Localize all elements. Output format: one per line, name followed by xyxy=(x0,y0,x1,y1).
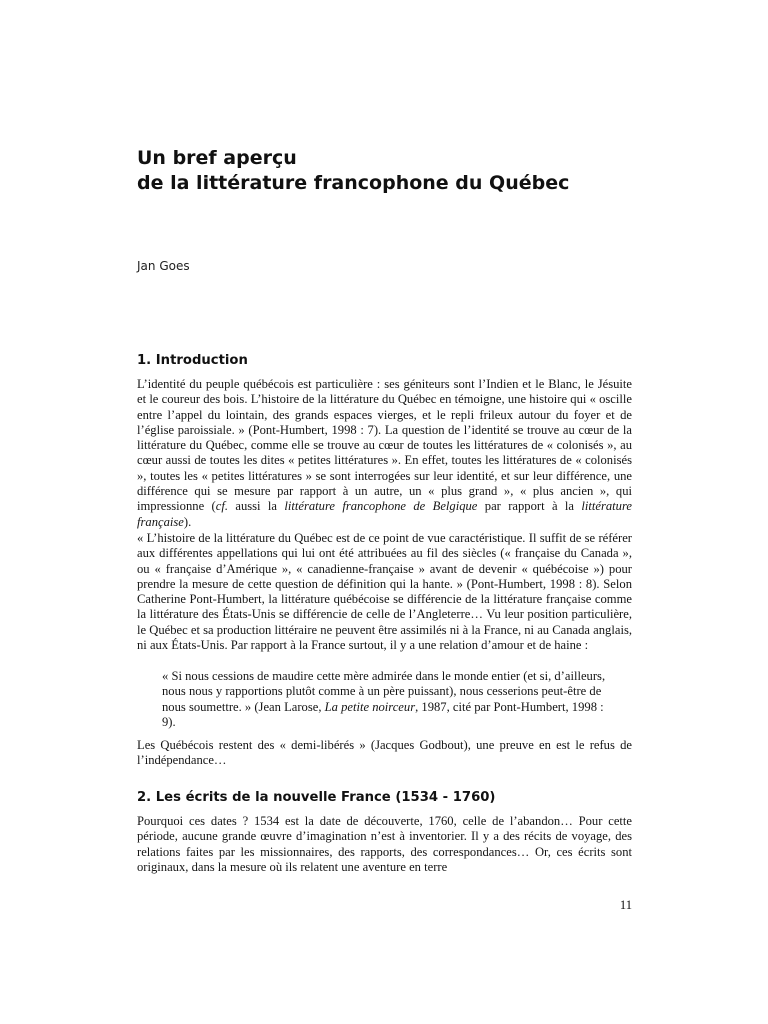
block-quote xyxy=(162,669,608,730)
intro-paragraph-1 xyxy=(137,377,632,530)
intro-p1-text-d: ). xyxy=(183,514,192,529)
intro-p1-emphasis-belgique: littérature francophone de Belgique xyxy=(284,499,478,514)
title-line-1: Un bref aperçu xyxy=(137,147,297,169)
intro-p1-text-c: par rapport à la xyxy=(477,499,582,514)
intro-paragraph-2: « L’histoire de la littérature du Québec est de ce point de vue caractéristique. Il suffit de se référer aux différentes appellations qui lui ont été attribuées au fil des siècles (« française du Canada », ou « française d’Amérique », « canadienne-française » avant de devenir « québécoise ») pour prendre la mesure de cette question de définition qui la hante. » (Pont-Humbert, 1998 : 8). Selon Catherine Pont-Humbert, la littérature québécoise se différencie de la littérature française comme la littérature des États-Unis se différencie de celle de l’Angleterre… Vu leur position particulière, le Québec et sa production littéraire ne peuvent être assimilés ni à la France, ni au Canada anglais, ni aux États-Unis. Par rapport à la France surtout, il y a une relation d’amour et de haine : xyxy=(137,531,632,653)
author-name: Jan Goes xyxy=(137,259,190,273)
intro-p1-text-b: aussi la xyxy=(227,499,285,514)
article-title xyxy=(137,146,569,196)
section-heading-nouvelle-france: 2. Les écrits de la nouvelle France (1534 - 1760) xyxy=(137,790,496,805)
page-number: 11 xyxy=(619,898,632,912)
title-line-2: de la littérature francophone du Québec xyxy=(137,172,570,194)
intro-paragraph-3: Les Québécois restent des « demi-libérés » (Jacques Godbout), une preuve en est le refus de l’indépendance… xyxy=(137,738,632,768)
intro-p1-emphasis-francaise: littérature française xyxy=(137,499,632,529)
quote-text-b: , 1987, cité par Pont-Humbert, 1998 : 9). xyxy=(162,699,604,729)
intro-p1-cf: cf. xyxy=(215,499,228,514)
intro-p1-text-a: L’identité du peuple québécois est particulière : ses géniteurs sont l’Indien et le Blanc, le Jésuite et le coureur des bois. L’histoire de la littérature du Québec en témoigne, une histoire qui « oscille entre l’appel du lointain, des grands espaces vierges, et le repli frileux autour du foyer et de l’église paroissiale. » (Pont-Humbert, 1998 : 7). La question de l’identité se trouve au cœur de la littérature du Québec, comme elle se trouve au cœur de toutes les littératures de « colonisés », au cœur aussi de toutes les dites « petites littératures ». En effet, toutes les littératures de « colonisés », toutes les « petites littératures » se sont interrogées sur leur identité, et sur leur différence, une différence qui se mesure par rapport à un autre, un « plus grand », « plus ancien », qui impressionne ( xyxy=(137,377,632,514)
quote-text-a: « Si nous cessions de maudire cette mère admirée dans le monde entier (et si, d’ailleurs, nous nous y rapportions plutôt comme à un père puissant), nous cesserions peut-être de nous soumettre. » (Jean Larose, xyxy=(162,669,606,714)
section2-paragraph-1: Pourquoi ces dates ? 1534 est la date de découverte, 1760, celle de l’abandon… Pour cette période, aucune grande œuvre d’imagination n’est à inventorier. Il y a des récits de voyage, des relations faites par les missionnaires, des rapports, des correspondances… Or, ces écrits sont originaux, dans la mesure où ils relatent une aventure en terre xyxy=(137,814,632,874)
section-heading-introduction: 1. Introduction xyxy=(137,353,248,368)
quote-emphasis-title: La petite noirceur xyxy=(324,699,416,714)
